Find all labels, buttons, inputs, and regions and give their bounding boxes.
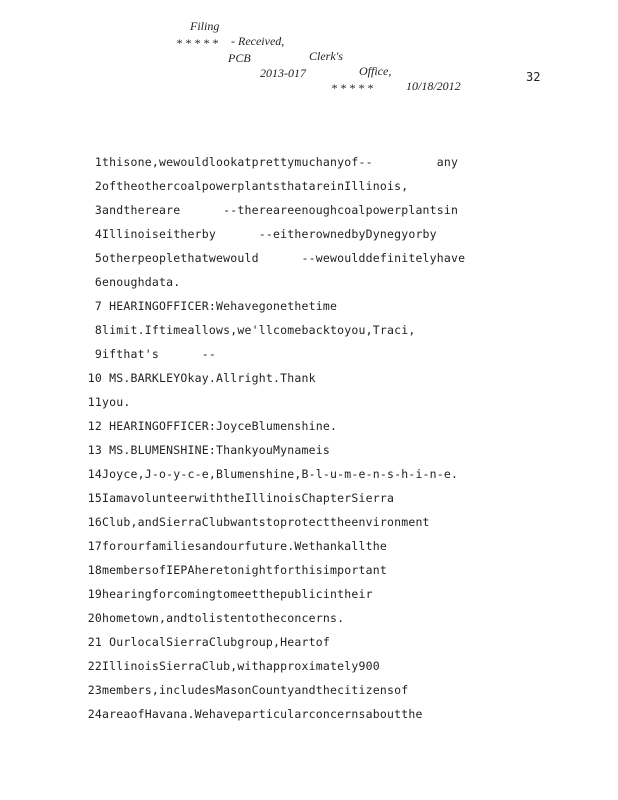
- transcript-line: [86, 536, 556, 560]
- line-number: 12: [87, 419, 102, 433]
- line-text: Illinoiseitherby --eitherownedbyDynegyorby: [102, 227, 437, 241]
- line-number: 6: [94, 275, 102, 289]
- transcript-line: [86, 392, 556, 416]
- line-text: limit.Iftimeallows,we'llcomebacktoyou,Traci,: [102, 323, 416, 337]
- line-number: 24: [87, 707, 102, 721]
- transcript-line: [86, 200, 556, 224]
- line-number: 16: [87, 515, 102, 529]
- stamp-clerks: Clerk's: [309, 49, 343, 63]
- transcript-line: [86, 248, 556, 272]
- line-text: HEARINGOFFICER:JoyceBlumenshine.: [102, 419, 338, 433]
- line-text: membersofIEPAheretonightforthisimportant: [102, 563, 387, 577]
- stamp-received: - Received,: [231, 34, 285, 48]
- line-number: 2: [94, 179, 102, 193]
- line-number: 7: [94, 299, 102, 313]
- transcript-line: [86, 560, 556, 584]
- line-text: thisone,wewouldlookatprettymuchanyof-- any: [102, 155, 459, 169]
- line-text: IamavolunteerwiththeIllinoisChapterSierra: [102, 491, 395, 505]
- stamp-stars-right: * * * * *: [331, 81, 373, 95]
- line-number: 8: [94, 323, 102, 337]
- stamp-case-number: 2013-017: [260, 66, 306, 80]
- stamp-date: 10/18/2012: [406, 79, 461, 93]
- line-number: 5: [94, 251, 102, 265]
- transcript-line: [86, 416, 556, 440]
- transcript-line: [86, 680, 556, 704]
- line-text: hearingforcomingtomeetthepublicintheir: [102, 587, 373, 601]
- transcript-line: [86, 272, 556, 296]
- transcript-line: [86, 632, 556, 656]
- transcript-line: [86, 608, 556, 632]
- page-number: 32: [526, 70, 541, 84]
- line-text: MS.BARKLEYOkay.Allright.Thank: [102, 371, 316, 385]
- filing-stamp-line-2: [0, 21, 618, 96]
- line-text: enoughdata.: [102, 275, 181, 289]
- line-text: HEARINGOFFICER:Wehavegonethetime: [102, 299, 338, 313]
- transcript-line: [86, 344, 556, 368]
- line-text: OurlocalSierraClubgroup,Heartof: [102, 635, 330, 649]
- transcript-line: [86, 656, 556, 680]
- transcript-line: [86, 368, 556, 392]
- line-number: 22: [87, 659, 102, 673]
- line-text: ifthat's --: [102, 347, 216, 361]
- line-text: otherpeoplethatwewould --wewoulddefinitelyhave: [102, 251, 466, 265]
- line-text: MS.BLUMENSHINE:ThankyouMynameis: [102, 443, 330, 457]
- line-number: 1: [94, 155, 102, 169]
- stamp-office: Office,: [359, 64, 392, 78]
- line-number: 4: [94, 227, 102, 241]
- line-number: 17: [87, 539, 102, 553]
- line-text: forourfamiliesandourfuture.Wethankallthe: [102, 539, 387, 553]
- line-number: 20: [87, 611, 102, 625]
- stamp-filing: Filing: [190, 19, 220, 33]
- stamp-stars-left: * * * * *: [176, 36, 218, 50]
- stamp-case: PCB: [228, 51, 251, 65]
- line-number: 21: [87, 635, 102, 649]
- line-number: 14: [87, 467, 102, 481]
- transcript-line: [86, 704, 556, 728]
- line-text: Club,andSierraClubwantstoprotecttheenvironment: [102, 515, 430, 529]
- line-number: 23: [87, 683, 102, 697]
- transcript-line: [86, 440, 556, 464]
- transcript-line: [86, 464, 556, 488]
- transcript-line: [86, 296, 556, 320]
- line-number: 10: [87, 371, 102, 385]
- line-text: areaofHavana.Wehaveparticularconcernsaboutthe: [102, 707, 423, 721]
- line-number: 13: [87, 443, 102, 457]
- transcript-line: [86, 224, 556, 248]
- line-text: IllinoisSierraClub,withapproximately900: [102, 659, 380, 673]
- transcript-line: [86, 584, 556, 608]
- line-number: 9: [94, 347, 102, 361]
- transcript-line: [86, 152, 556, 176]
- line-number: 3: [94, 203, 102, 217]
- line-number: 18: [87, 563, 102, 577]
- transcript-line: [86, 176, 556, 200]
- transcript-line: [86, 488, 556, 512]
- transcript-body: [86, 152, 556, 728]
- line-text: andthereare --thereareenoughcoalpowerplantsin: [102, 203, 459, 217]
- line-number: 11: [87, 395, 102, 409]
- line-text: Joyce,J-o-y-c-e,Blumenshine,B-l-u-m-e-n-s-h-i-n-e.: [102, 467, 459, 481]
- line-number: 19: [87, 587, 102, 601]
- line-text: members,includesMasonCountyandthecitizensof: [102, 683, 409, 697]
- line-text: oftheothercoalpowerplantsthatareinIllinois,: [102, 179, 409, 193]
- transcript-line: [86, 512, 556, 536]
- line-text: you.: [102, 395, 131, 409]
- transcript-line: [86, 320, 556, 344]
- line-text: hometown,andtolistentotheconcerns.: [102, 611, 345, 625]
- line-number: 15: [87, 491, 102, 505]
